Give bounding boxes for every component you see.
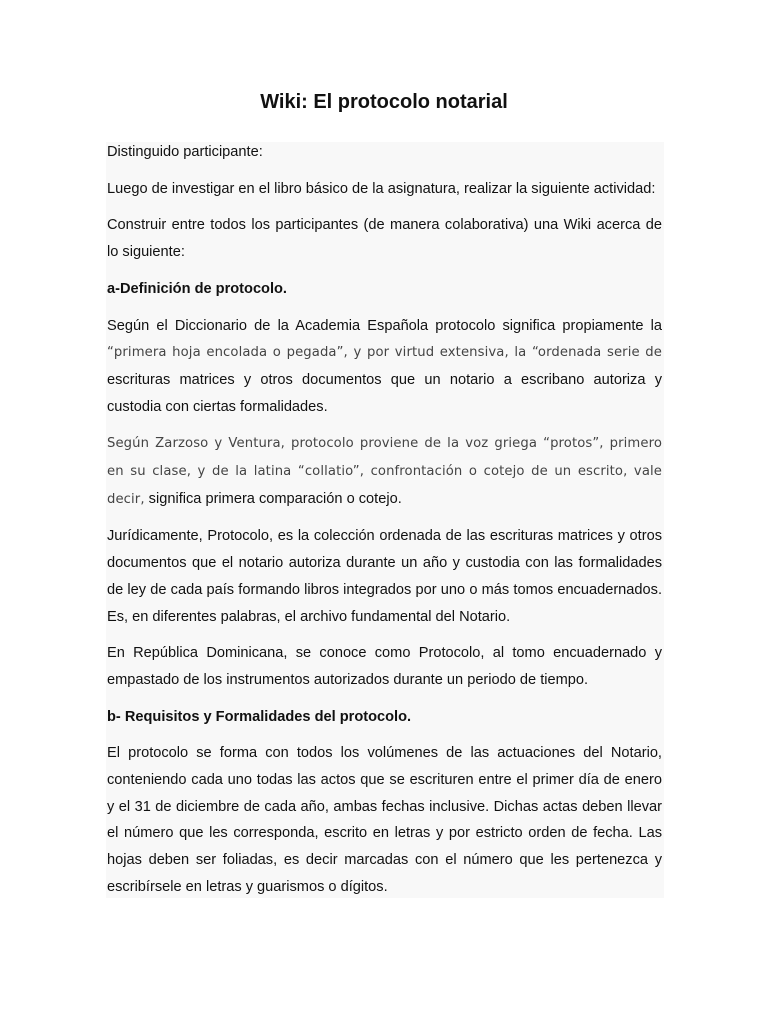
document-title: Wiki: El protocolo notarial [260,91,508,113]
task-paragraph: Construir entre todos los participantes (de manera colaborativa) una Wiki acerca de lo siguiente: [107,217,662,261]
dominican-republic-paragraph: En República Dominicana, se conoce como Protocolo, al tomo encuadernado y empastado de los instrumentos autorizados durante un periodo de tiempo. [107,645,662,688]
section-b-heading: b- Requisitos y Formalidades del protocolo. [107,708,412,725]
intro-paragraph: Luego de investigar en el libro básico de la asignatura, realizar la siguiente actividad: [107,180,656,197]
document-body [106,142,664,898]
etymology-alt-text: Según Zarzoso y Ventura, protocolo proviene de la voz griega “protos”, primero en su clase, y de la latina “collatio”, confrontación o cotejo de un escrito, vale decir, [107,436,662,507]
requirements-paragraph: El protocolo se forma con todos los volúmenes de las actuaciones del Notario, conteniendo cada uno todas las actos que se escrituren entre el primer día de enero y el 31 de diciembre de cada año, ambas fechas inclusive. Dichas actas deben llevar el número que les corresponda, escrito en letras y por estricto orden de fecha. Las hojas deben ser foliadas, es decir marcadas con el número que les pertenezca y escribírsele en letras y guarismos o dígitos. [107,745,662,895]
definition-quote-text: “primera hoja encolada o pegada”, y por virtud extensiva, la “ordenada serie de [107,345,662,361]
definition-paragraph [107,313,662,421]
definition-end-text: escrituras matrices y otros documentos que un notario a escribano autoriza y custodia con ciertas formalidades. [107,371,662,415]
etymology-end-text: significa primera comparación o cotejo. [144,490,402,507]
greeting-paragraph: Distinguido participante: [107,144,263,160]
legal-definition-paragraph: Jurídicamente, Protocolo, es la colección ordenada de las escrituras matrices y otros documentos que el notario autoriza durante un año y custodia con las formalidades de ley de cada país formando libros integrados por uno o más tomos encuadernados. Es, en diferentes palabras, el archivo fundamental del Notario. [107,528,662,625]
section-a-heading: a-Definición de protocolo. [107,280,287,297]
definition-start-text: Según el Diccionario de la Academia Española protocolo significa propiamente la [107,317,662,334]
etymology-paragraph [107,430,662,513]
